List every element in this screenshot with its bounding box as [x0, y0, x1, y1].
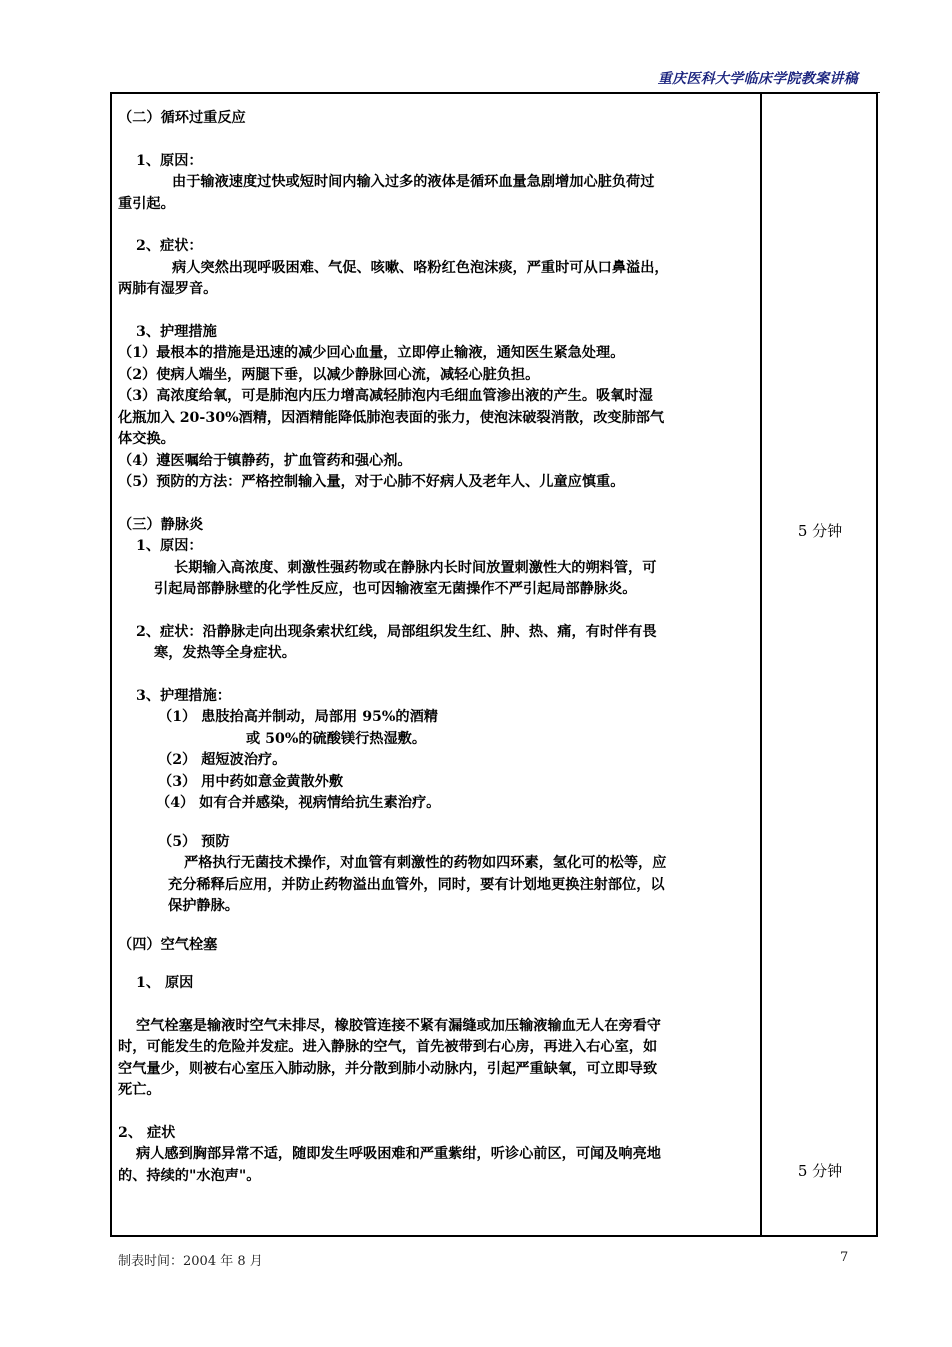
list-item: （4） 如有合并感染，视病情给抗生素治疗。 [156, 795, 441, 811]
section-title: （四）空气栓塞 [118, 936, 218, 953]
list-item: （3）高浓度给氧，可是肺泡内压力增高减轻肺泡内毛细血管渗出液的产生。吸氧时湿 [118, 388, 653, 404]
list-item: （5）预防的方法：严格控制输入量，对于心肺不好病人及老年人、儿童应慎重。 [118, 474, 625, 490]
subheading: 1、 原因 [136, 975, 194, 991]
section-title: （二）循环过重反应 [118, 110, 246, 126]
lecture-content [118, 108, 756, 1187]
paragraph-line: 引起局部静脉壁的化学性反应，也可因输液室无菌操作不严引起局部静脉炎。 [154, 581, 637, 597]
table-column-divider [760, 93, 762, 1237]
paragraph-line: 时，可能发生的危险并发症。进入静脉的空气，首先被带到右心房，再进入右心室，如 [118, 1039, 658, 1055]
list-item: （3） 用中药如意金黄散外敷 [158, 773, 344, 790]
list-item: （1）最根本的措施是迅速的减少回心血量，立即停止输液，通知医生紧急处理。 [118, 345, 625, 361]
list-item: （4）遵医嘱给于镇静药，扩血管药和强心剂。 [118, 452, 412, 469]
subheading: 3、护理措施 [136, 323, 217, 340]
subheading: 2、症状： [136, 238, 203, 254]
paragraph-line: 空气量少，则被右心室压入肺动脉，并分散到肺小动脉内，引起严重缺氧，可立即导致 [118, 1060, 658, 1077]
footer-date: 制表时间：2004 年 8 月 [118, 1254, 263, 1269]
subheading: 3、护理措施： [136, 687, 231, 704]
subheading: 1、原因： [136, 538, 203, 554]
paragraph-line: 长期输入高浓度、刺激性强药物或在静脉内长时间放置刺激性大的朔料管，可 [174, 559, 657, 576]
subheading: 1、原因： [136, 152, 203, 169]
paragraph-line: 两肺有湿罗音。 [118, 281, 218, 297]
paragraph-line: 空气栓塞是输液时空气未排尽，橡胶管连接不紧有漏缝或加压输液输血无人在旁看守 [136, 1017, 661, 1034]
paragraph-line: 病人突然出现呼吸困难、气促、咳嗽、咯粉红色泡沫痰，严重时可从口鼻溢出， [172, 259, 669, 276]
document-header-title: 重庆医科大学临床学院教案讲稿 [657, 71, 858, 87]
list-item: 化瓶加入 20-30%酒精，因酒精能降低肺泡表面的张力，使泡沫破裂消散，改变肺部气 [118, 409, 665, 426]
paragraph-line: 重引起。 [118, 195, 175, 212]
paragraph-line: 充分稀释后应用，并防止药物溢出血管外，同时，要有计划地更换注射部位，以 [168, 876, 665, 893]
page-number: 7 [840, 1250, 849, 1265]
paragraph-line: 寒，发热等全身症状。 [154, 645, 296, 661]
paragraph-line: 保护静脉。 [168, 898, 239, 914]
list-item: 或 50%的硫酸镁行热湿敷。 [246, 730, 427, 747]
list-item: 体交换。 [118, 431, 175, 447]
subheading: 2、 症状 [118, 1124, 176, 1141]
list-item: （5） 预防 [158, 833, 230, 850]
paragraph-line: 严格执行无菌技术操作，对血管有刺激性的药物如四环素，氢化可的松等，应 [184, 855, 667, 871]
section-title: （三）静脉炎 [118, 516, 204, 533]
list-item: （2） 超短波治疗。 [158, 752, 287, 768]
paragraph-line: 的、持续的"水泡声"。 [118, 1167, 261, 1184]
paragraph-line: 死亡。 [118, 1082, 161, 1098]
time-allocation: 5 分钟 [797, 1162, 843, 1180]
paragraph-line: 病人感到胸部异常不适，随即发生呼吸困难和严重紫绀，听诊心前区，可闻及响亮地 [136, 1146, 661, 1162]
list-item: （1） 患肢抬高并制动，局部用 95%的酒精 [158, 709, 438, 725]
time-allocation: 5 分钟 [797, 522, 843, 540]
paragraph-line: 2、症状：沿静脉走向出现条索状红线，局部组织发生红、肿、热、痛，有时伴有畏 [136, 623, 657, 640]
paragraph-line: 由于输液速度过快或短时间内输入过多的液体是循环血量急剧增加心脏负荷过 [172, 174, 655, 190]
list-item: （2）使病人端坐，两腿下垂，以减少静脉回心流，减轻心脏负担。 [118, 366, 540, 383]
